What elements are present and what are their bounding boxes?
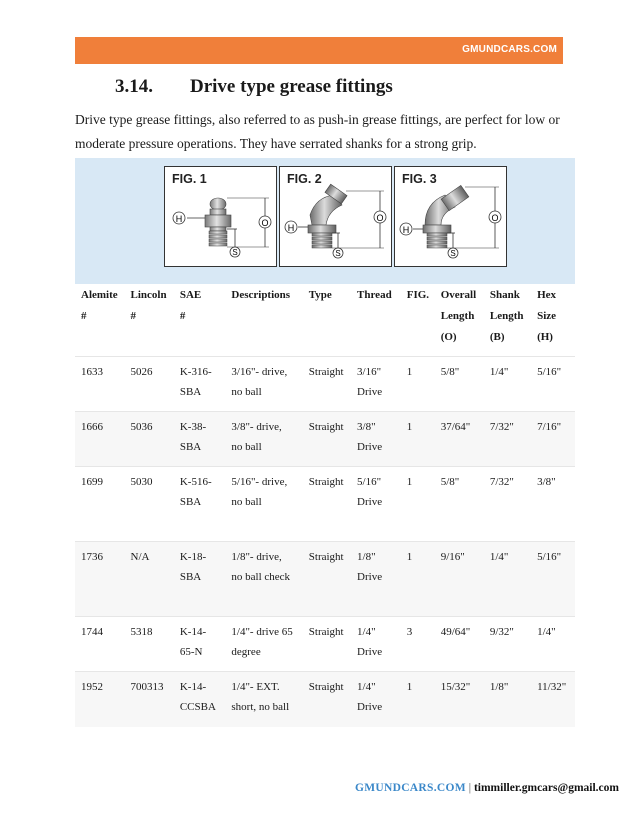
table-cell-text: 1/8" — [357, 551, 376, 563]
table-cell — [484, 672, 531, 727]
table-cell — [174, 467, 226, 542]
table-cell — [75, 412, 125, 467]
table-cell-text: 5036 — [130, 421, 153, 433]
table-cell — [75, 672, 125, 727]
column-header-text: # — [179, 310, 186, 322]
table-cell — [225, 357, 302, 412]
table-cell — [401, 467, 435, 542]
column-header-text: Descriptions — [231, 289, 291, 301]
column-header-text: Lincoln — [130, 289, 167, 301]
overall-marker: O — [491, 213, 499, 223]
table-cell-text: 1699 — [81, 476, 103, 488]
table-cell-text: no ball check — [231, 571, 291, 583]
table-cell — [174, 542, 226, 617]
table-cell — [531, 357, 575, 412]
table-cell-text: Straight — [308, 366, 344, 378]
table-row — [75, 542, 575, 617]
footer-site: GMUNDCARS.COM — [354, 782, 466, 794]
table-cell-text: 3/8" — [537, 476, 556, 488]
table-cell-text: 1633 — [81, 366, 103, 378]
table-cell-text: Straight — [308, 551, 344, 563]
column-header — [531, 285, 575, 357]
table-cell-text: Drive — [357, 571, 383, 583]
table-cell-text: Drive — [357, 441, 383, 453]
table-row — [75, 357, 575, 412]
section-number: 3.14. — [115, 76, 153, 97]
table-cell-text: 5/8" — [440, 366, 460, 378]
table-cell-text: 5030 — [130, 476, 153, 488]
table-cell-text: 1/8"- drive, — [231, 551, 282, 563]
column-header — [351, 285, 401, 357]
figure-label: FIG. 3 — [402, 172, 437, 186]
table-cell-text: K-316- — [179, 366, 212, 378]
table-cell — [435, 617, 484, 672]
table-cell-text: 1/4" — [489, 366, 509, 378]
column-header-text: Thread — [357, 289, 392, 301]
table-cell — [435, 672, 484, 727]
table-row — [75, 467, 575, 542]
table-cell — [125, 672, 174, 727]
table-cell — [351, 542, 401, 617]
table-cell-text: 3/16"- drive, — [231, 366, 288, 378]
table-cell-text: K-38- — [179, 421, 207, 433]
table-cell-text: Straight — [308, 626, 344, 638]
column-header-text: Shank — [489, 289, 520, 301]
table-cell-text: 15/32" — [440, 681, 471, 693]
table-cell-text: Straight — [308, 476, 344, 488]
table-cell — [531, 542, 575, 617]
table-cell-text: 1/4" — [357, 626, 376, 638]
figure-2 — [279, 166, 392, 267]
table-row — [75, 672, 575, 727]
table-cell-text: 1 — [406, 366, 413, 378]
grease-fitting-table — [75, 285, 575, 727]
table-cell — [484, 542, 531, 617]
table-cell-text: no ball — [231, 496, 262, 508]
table-cell-text: 1/8" — [489, 681, 509, 693]
table-row — [75, 412, 575, 467]
hex-marker: H — [402, 225, 410, 235]
column-header — [435, 285, 484, 357]
table-cell-text: 1 — [406, 681, 413, 693]
table-cell — [225, 412, 302, 467]
table-cell — [174, 617, 226, 672]
table-cell-text: 5318 — [130, 626, 153, 638]
column-header-text: Alemite — [81, 289, 118, 301]
table-cell-text: 1/4"- drive 65 — [231, 626, 293, 638]
table-cell-text: Drive — [357, 701, 383, 713]
table-cell — [303, 357, 351, 412]
table-cell-text: 1/4"- EXT. — [231, 681, 280, 693]
table-cell — [401, 542, 435, 617]
column-header — [75, 285, 125, 357]
table-cell — [401, 357, 435, 412]
table-cell — [225, 542, 302, 617]
table-cell — [303, 617, 351, 672]
table-cell-text: 1 — [406, 551, 413, 563]
table-cell — [75, 357, 125, 412]
table-cell-text: 3/16" — [357, 366, 382, 378]
table-cell-text: SBA — [179, 496, 202, 508]
table-cell-text: 7/32" — [489, 421, 514, 433]
table-cell — [435, 412, 484, 467]
angled-65-fitting-illustration — [395, 167, 508, 268]
table-cell-text: 3 — [406, 626, 413, 638]
table-cell-text: 1/4" — [489, 551, 509, 563]
table-cell — [75, 467, 125, 542]
table-cell-text: Drive — [357, 646, 383, 658]
column-header — [174, 285, 226, 357]
table-cell — [401, 412, 435, 467]
figure-label: FIG. 1 — [172, 172, 207, 186]
intro-paragraph: Drive type grease fittings, also referred to as push-in grease fittings, are perfect for low or moderate pressure operations. They have serrated shanks for a strong grip. — [75, 112, 560, 151]
table-cell-text: 37/64" — [440, 421, 471, 433]
column-header-text: Size — [537, 310, 557, 322]
table-cell-text: CCSBA — [179, 701, 216, 713]
table-cell — [531, 467, 575, 542]
table-cell-text: N/A — [130, 551, 150, 563]
table-cell-text: 7/32" — [489, 476, 514, 488]
table-cell — [303, 672, 351, 727]
table-cell — [435, 542, 484, 617]
table-cell-text: 5026 — [130, 366, 153, 378]
table-cell — [75, 542, 125, 617]
table-cell-text: 5/8" — [440, 476, 460, 488]
table-cell-text: 1666 — [81, 421, 103, 433]
table-cell-text: K-18- — [179, 551, 207, 563]
header-brand: GMUNDCARS.COM — [462, 44, 557, 55]
column-header — [125, 285, 174, 357]
table-cell — [531, 412, 575, 467]
table-cell — [125, 412, 174, 467]
table-cell-text: 1 — [406, 421, 413, 433]
table-cell — [351, 672, 401, 727]
table-cell-text: 1 — [406, 476, 413, 488]
table-cell-text: K-14- — [179, 681, 207, 693]
overall-marker: O — [376, 213, 384, 223]
column-header-text: Type — [308, 289, 332, 301]
table-cell — [174, 412, 226, 467]
figure-1 — [164, 166, 277, 267]
table-cell-text: 5/16" — [537, 366, 562, 378]
section-heading: Drive type grease fittings — [190, 76, 393, 97]
table-cell-text: 1744 — [81, 626, 103, 638]
angled-fitting-illustration — [280, 167, 393, 268]
table-cell-text: 9/32" — [489, 626, 514, 638]
column-header-text: Length — [489, 310, 524, 322]
table-cell — [125, 542, 174, 617]
column-header-text: SAE — [179, 289, 202, 301]
figure-label: FIG. 2 — [287, 172, 322, 186]
table-cell-text: SBA — [179, 571, 202, 583]
figure-3 — [394, 166, 507, 267]
table-cell-text: 1952 — [81, 681, 103, 693]
column-header-text: Overall — [440, 289, 477, 301]
shank-marker: S — [232, 248, 238, 257]
table-cell-text: Straight — [308, 681, 344, 693]
table-cell-text: degree — [231, 646, 261, 658]
table-cell — [401, 617, 435, 672]
table-cell — [75, 617, 125, 672]
table-cell-text: 700313 — [130, 681, 164, 693]
table-cell — [303, 542, 351, 617]
table-cell-text: K-14- — [179, 626, 207, 638]
table-cell — [225, 467, 302, 542]
table-cell — [484, 467, 531, 542]
column-header-text: (B) — [489, 331, 505, 343]
column-header-text: (O) — [440, 331, 457, 343]
table-cell-text: 5/16"- drive, — [231, 476, 288, 488]
column-header-text: # — [81, 310, 87, 322]
table-cell — [174, 357, 226, 412]
table-cell — [125, 357, 174, 412]
table-cell — [531, 617, 575, 672]
table-cell-text: 3/8"- drive, — [231, 421, 282, 433]
table-cell — [484, 357, 531, 412]
table-cell — [401, 672, 435, 727]
table-cell — [174, 672, 226, 727]
table-cell — [125, 467, 174, 542]
column-header — [303, 285, 351, 357]
table-cell-text: Straight — [308, 421, 344, 433]
table-cell-text: K-516- — [179, 476, 212, 488]
column-header-text: Hex — [537, 289, 557, 301]
footer — [355, 782, 619, 794]
table-cell — [435, 357, 484, 412]
table-cell-text: 49/64" — [440, 626, 471, 638]
column-header-text: # — [130, 310, 136, 322]
footer-separator: | — [468, 782, 472, 794]
table-cell — [484, 617, 531, 672]
table-cell-text: 11/32" — [537, 681, 567, 693]
table-cell-text: short, no ball — [231, 701, 290, 713]
table-cell — [303, 467, 351, 542]
table-cell — [484, 412, 531, 467]
table-cell-text: SBA — [179, 441, 202, 453]
column-header — [225, 285, 302, 357]
footer-email: timmiller.gmcars@gmail.com — [473, 782, 619, 794]
shank-marker: S — [450, 249, 456, 258]
header-bar — [75, 37, 563, 64]
column-header — [484, 285, 531, 357]
table-cell-text: 3/8" — [357, 421, 376, 433]
section-title — [115, 76, 393, 98]
table-cell-text: 9/16" — [440, 551, 465, 563]
table-cell-text: 7/16" — [537, 421, 562, 433]
table-cell — [351, 617, 401, 672]
column-header-text: Length — [440, 310, 475, 322]
table-cell-text: 1/4" — [537, 626, 556, 638]
table-cell — [225, 617, 302, 672]
table-cell — [435, 467, 484, 542]
table-cell — [225, 672, 302, 727]
figure-band — [75, 158, 575, 284]
table-cell-text: SBA — [179, 386, 202, 398]
shank-marker: S — [335, 249, 341, 258]
table-header-row — [75, 285, 575, 357]
table-cell-text: 65-N — [179, 646, 203, 658]
straight-fitting-illustration — [165, 167, 278, 268]
table-cell — [531, 672, 575, 727]
table-cell — [125, 617, 174, 672]
table-cell-text: Drive — [357, 386, 383, 398]
hex-marker: H — [175, 214, 183, 224]
table-body — [75, 357, 575, 727]
table-cell-text: 5/16" — [357, 476, 382, 488]
table-cell-text: 1/4" — [357, 681, 376, 693]
table-cell — [303, 412, 351, 467]
table-cell-text: 1736 — [81, 551, 103, 563]
table-cell — [351, 357, 401, 412]
table-cell-text: no ball — [231, 386, 262, 398]
table-cell — [351, 467, 401, 542]
table-cell-text: Drive — [357, 496, 383, 508]
table-cell-text: no ball — [231, 441, 262, 453]
table-row — [75, 617, 575, 672]
column-header-text: (H) — [537, 331, 553, 343]
hex-marker: H — [287, 223, 295, 233]
overall-marker: O — [261, 218, 269, 228]
table-cell-text: 5/16" — [537, 551, 562, 563]
table-cell — [351, 412, 401, 467]
column-header-text: FIG. — [406, 289, 430, 301]
column-header — [401, 285, 435, 357]
